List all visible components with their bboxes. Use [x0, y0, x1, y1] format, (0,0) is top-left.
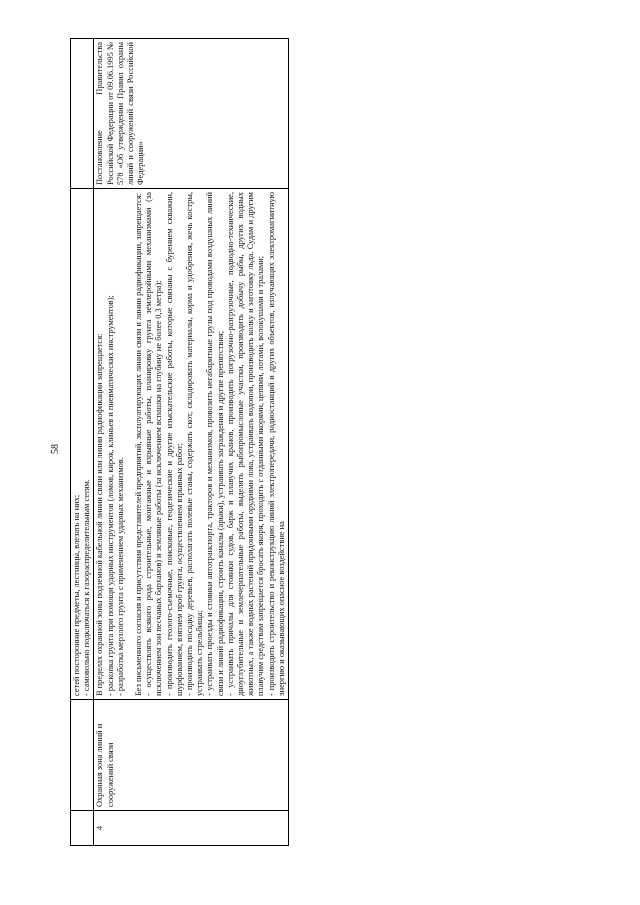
restrictions-table	[70, 38, 289, 846]
restriction-item: - осуществлять всякого рода строительные, монтажные и взрывные работы, планировку грунта землеройными механизмами (за исключением зон песчаных барханов) и земляные работы (за исключением вспашки на глубину не более 0,3 метра);	[144, 192, 164, 696]
table-row-4	[94, 39, 289, 846]
page-number: 58	[50, 444, 61, 454]
restrictions-intro-1: В пределах охранной зоны подземной кабельной линии связи или линии радиофикации запрещается:	[95, 333, 105, 696]
restrictions-intro-2: Без письменного согласия и присутствия представителей предприятий, эксплуатирующих линии связи и линии радиофикации, запрещается:	[134, 192, 144, 696]
restriction-item: - производить геолого-съемочные, поисковые, геодезические и другие изыскательские работы, которые связаны с бурением скважин, шурфованием, взятием проб грунта, осуществлением взрывных работ;	[164, 192, 184, 696]
table-row-continuation	[71, 39, 94, 846]
paragraph-gap	[126, 192, 134, 696]
rotated-page	[50, 38, 590, 846]
row-number: 4	[94, 811, 289, 846]
restriction-item: - устраивать причалы для стоянки судов, барж и плавучих кранов, производить погрузочно-разгрузочные, подводно-технические, дноуглубительные и землечерпательные работы, выделять рыбопромысловые участки, производить добычу рыбы, других водных животных, а также водных растений придонными орудиями лова, устраивать водопои, производить колку и заготовку льда. Судам и другим плавучим средствам запрещается бросать якоря, проходить с отданными якорями, цепями, лотами, волокушами и тралами;	[225, 192, 266, 696]
zone-name: Охранная зона линий и сооружений связи	[94, 700, 289, 811]
cell-empty-zone	[71, 700, 94, 811]
cell-continuation-text	[71, 189, 94, 700]
continuation-line-2: - самовольно подключаться к газораспределительным сетям.	[82, 479, 92, 696]
restriction-item: - раскопка грунта при помощи ударных инструментов (ломов, кирок, клиньев и пневматических инструментов);	[105, 295, 115, 696]
restriction-item: - производить строительство и реконструкцию линий электропередачи, радиостанций и других объектов, излучающих электромагнитную энергию и оказывающих опасное воздействие на	[266, 192, 286, 696]
restriction-item: - разработка мерзлого грунта с применением ударных механизмов.	[115, 457, 125, 696]
cell-empty-number	[71, 811, 94, 846]
continuation-line-1: сетей посторонние предметы, лестницы, влезать на них;	[72, 494, 81, 696]
legal-basis: Постановление Правительства Российской Федерации от 09.06.1995 № 578 «Об утверждении Правил охраны линий и сооружений связи Российской Федерации»	[94, 39, 289, 189]
restriction-item: - производить посадку деревьев, располагать полевые станы, содержать скот, складировать материалы, корма и удобрения, жечь костры, устраивать стрельбища;	[185, 192, 205, 696]
cell-empty-basis	[71, 39, 94, 189]
restrictions-cell	[94, 189, 289, 700]
restriction-item: - устраивать проезды и стоянки автотранспорта, тракторов и механизмов, провозить негабаритные грузы под проводами воздушных линий связи и линий радиофикации, строить каналы (арыки), устраивать заграждения и другие препятствия;	[205, 192, 225, 696]
